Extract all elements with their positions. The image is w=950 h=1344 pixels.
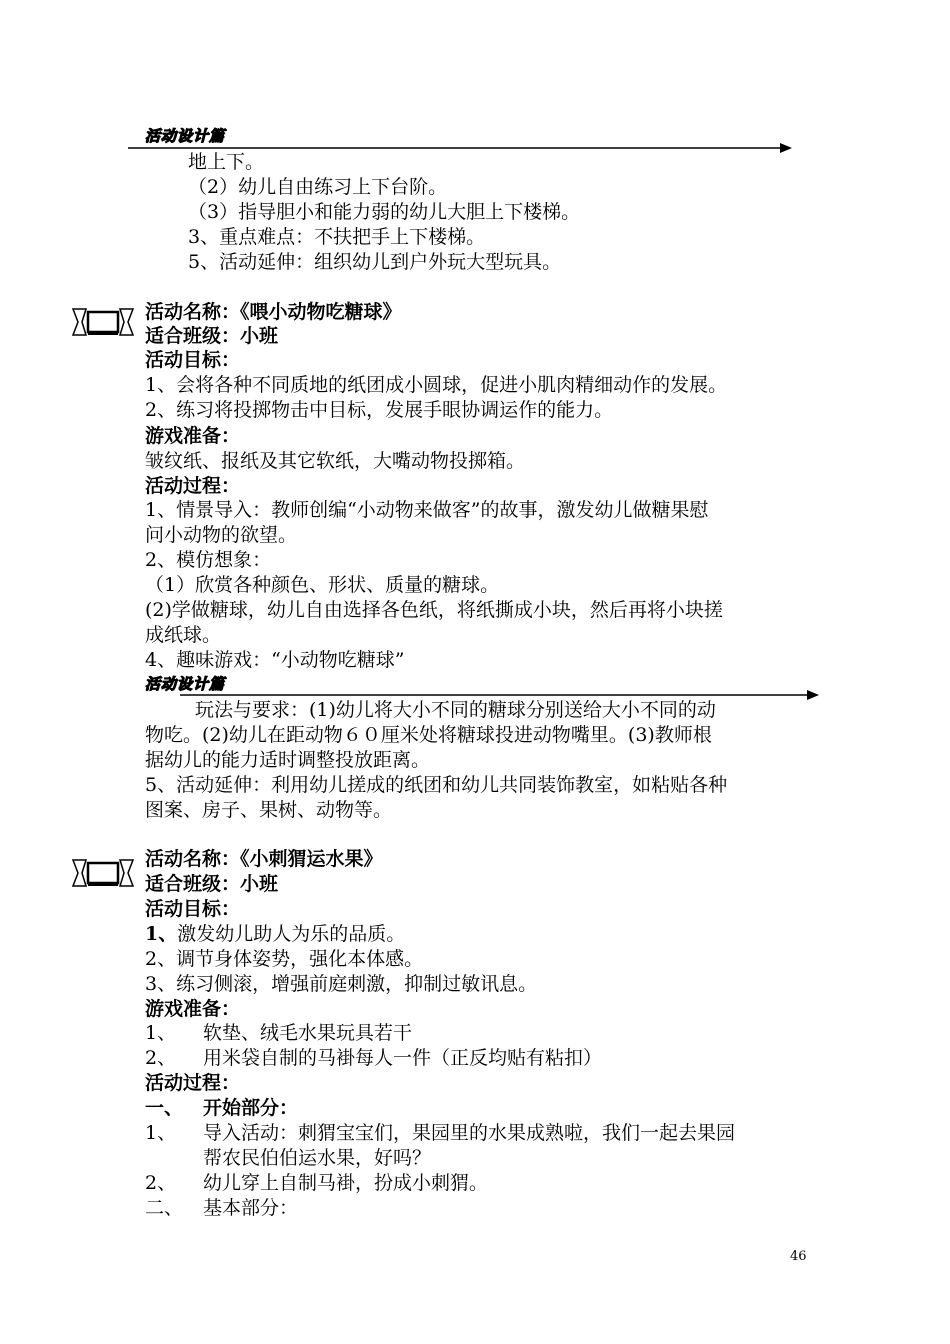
- text-line: 2、练习将投掷物击中目标，发展手眼协调运作的能力。: [145, 399, 614, 421]
- text-line: 1、情景导入：教师创编“小动物来做客”的故事，激发幼儿做糖果慰: [145, 499, 709, 521]
- list-item: [145, 1096, 298, 1120]
- list-item: [145, 1021, 412, 1045]
- list-text: 开始部分：: [203, 1097, 299, 1119]
- text-line: 2、调节身体姿势，强化本体感。: [145, 948, 424, 970]
- page-number: 46: [790, 1249, 807, 1264]
- book-icon: [72, 306, 134, 338]
- text-line: 地上下。: [188, 151, 265, 173]
- text-line: 5、活动延伸：利用幼儿搓成的纸团和幼儿共同装饰教室，如粘贴各种: [145, 774, 728, 796]
- list-number: 2、: [145, 1172, 177, 1194]
- section-title: 活动过程：: [145, 475, 241, 497]
- text-line: 2、模仿想象：: [145, 549, 272, 571]
- text-line: [145, 922, 405, 946]
- list-text: 软垫、绒毛水果玩具若干: [203, 1022, 413, 1044]
- list-number: 二、: [145, 1197, 184, 1219]
- activity-title: 活动名称：《小刺猬运水果》: [145, 848, 383, 870]
- text-line: （1）欣赏各种颜色、形状、质量的糖球。: [145, 574, 500, 596]
- text-line: （2）幼儿自由练习上下台阶。: [188, 176, 448, 198]
- text-line: 帮农民伯伯运水果，好吗？: [203, 1147, 432, 1169]
- activity-class: 适合班级：小班: [145, 873, 279, 895]
- text-line: 1、会将各种不同质地的纸团成小圆球，促进小肌肉精细动作的发展。: [145, 374, 728, 396]
- text-line: 物吃。(2)幼儿在距动物６０厘米处将糖球投进动物嘴里。(3)教师根: [145, 724, 712, 746]
- section-title: 游戏准备：: [145, 425, 241, 447]
- list-text: 幼儿穿上自制马褂，扮成小刺猬。: [203, 1172, 489, 1194]
- text-line: 皱纹纸、报纸及其它软纸，大嘴动物投掷箱。: [145, 450, 526, 472]
- activity-class: 适合班级：小班: [145, 325, 279, 347]
- section-title: 活动目标：: [145, 898, 241, 920]
- list-item: [145, 1046, 602, 1070]
- list-item: [145, 1196, 298, 1220]
- section-title: 活动过程：: [145, 1072, 241, 1094]
- section-title: 游戏准备：: [145, 998, 241, 1020]
- text-line: 图案、房子、果树、动物等。: [145, 799, 393, 821]
- list-number: 1、: [145, 923, 178, 945]
- list-item: [145, 1171, 488, 1195]
- text-line: 据幼儿的能力适时调整投放距离。: [145, 749, 431, 771]
- list-text: 激发幼儿助人为乐的品质。: [177, 923, 406, 945]
- section-header-label: 活动设计篇: [145, 675, 226, 693]
- list-text: 导入活动：刺猬宝宝们，果园里的水果成熟啦，我们一起去果园: [203, 1122, 736, 1144]
- text-line: (2)学做糖球，幼儿自由选择各色纸，将纸撕成小块，然后再将小块搓: [145, 599, 723, 621]
- activity-title: 活动名称：《喂小动物吃糖球》: [145, 301, 402, 323]
- text-line: （3）指导胆小和能力弱的幼儿大胆上下楼梯。: [188, 201, 581, 223]
- list-number: 1、: [145, 1022, 177, 1044]
- section-title: 活动目标：: [145, 349, 241, 371]
- text-line: 玩法与要求：(1)幼儿将大小不同的糖球分别送给大小不同的动: [195, 699, 716, 721]
- list-number: 一、: [145, 1097, 184, 1119]
- list-text: 基本部分：: [203, 1197, 299, 1219]
- list-number: 1、: [145, 1122, 177, 1144]
- text-line: 成纸球。: [145, 624, 222, 646]
- list-item: [145, 1121, 735, 1145]
- book-icon: [72, 857, 134, 889]
- text-line: 3、练习侧滚，增强前庭刺激，抑制过敏讯息。: [145, 973, 538, 995]
- list-number: 2、: [145, 1047, 177, 1069]
- text-line: 3、重点难点：不扶把手上下楼梯。: [188, 226, 486, 248]
- list-text: 用米袋自制的马褂每人一件（正反均贴有粘扣）: [203, 1047, 603, 1069]
- section-header-label: 活动设计篇: [145, 127, 226, 145]
- text-line: 4、趣味游戏：“小动物吃糖球”: [145, 649, 405, 671]
- text-line: 问小动物的欲望。: [145, 524, 298, 546]
- text-line: 5、活动延伸：组织幼儿到户外玩大型玩具。: [188, 251, 562, 273]
